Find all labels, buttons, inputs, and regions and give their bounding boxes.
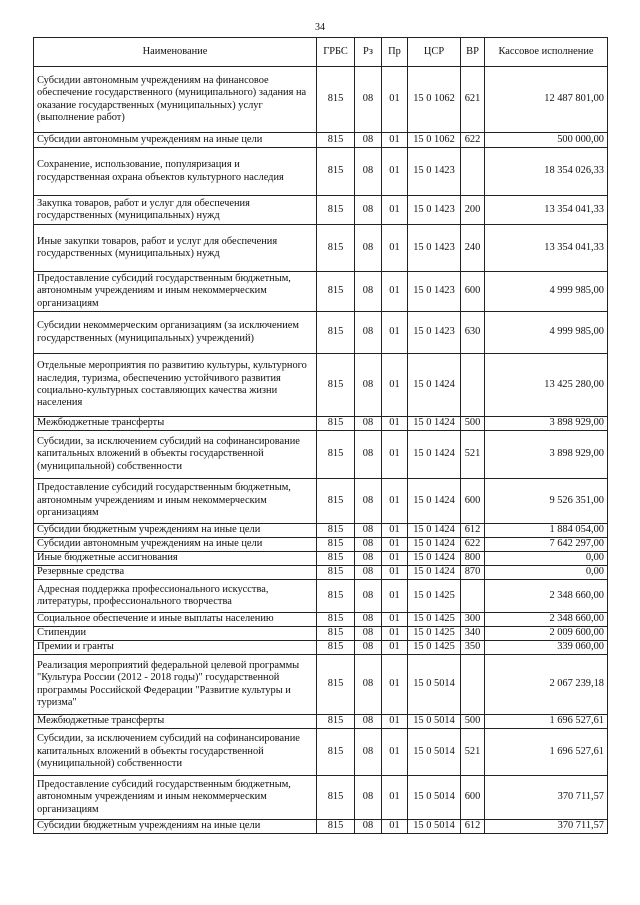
row-pr: 01 (382, 538, 408, 552)
row-amount: 18 354 026,33 (485, 148, 608, 196)
row-rz: 08 (355, 148, 382, 196)
row-amount: 1 696 527,61 (485, 729, 608, 776)
row-vr: 600 (461, 776, 485, 820)
row-name: Субсидии, за исключением субсидий на софинансирование капитальных вложений в объекты государственной (муниципальной) собственности (34, 729, 317, 776)
row-rz: 08 (355, 820, 382, 834)
table-row (34, 354, 608, 417)
row-vr: 521 (461, 729, 485, 776)
header-grbs: ГРБС (317, 38, 355, 67)
row-rz: 08 (355, 613, 382, 627)
row-vr: 340 (461, 627, 485, 641)
row-name: Реализация мероприятий федеральной целевой программы "Культура России (2012 - 2018 годы)" государственной программы Российской Федерации "Развитие культуры и туризма" (34, 655, 317, 715)
table-row (34, 417, 608, 431)
table-row (34, 148, 608, 196)
row-rz: 08 (355, 580, 382, 613)
row-grbs: 815 (317, 133, 355, 148)
row-vr: 200 (461, 196, 485, 225)
row-amount: 3 898 929,00 (485, 417, 608, 431)
row-rz: 08 (355, 655, 382, 715)
row-rz: 08 (355, 417, 382, 431)
row-pr: 01 (382, 729, 408, 776)
row-name: Субсидии некоммерческим организациям (за исключением государственных (муниципальных) учреждений) (34, 312, 317, 354)
row-vr (461, 655, 485, 715)
table-row (34, 479, 608, 524)
row-amount: 13 354 041,33 (485, 225, 608, 272)
table-row (34, 272, 608, 312)
table-row (34, 431, 608, 479)
row-vr: 622 (461, 133, 485, 148)
row-rz: 08 (355, 524, 382, 538)
row-csr: 15 0 5014 (408, 776, 461, 820)
row-pr: 01 (382, 312, 408, 354)
row-pr: 01 (382, 524, 408, 538)
row-pr: 01 (382, 431, 408, 479)
table-row (34, 312, 608, 354)
header-amount: Кассовое исполнение (485, 38, 608, 67)
row-grbs: 815 (317, 538, 355, 552)
budget-table (33, 37, 608, 834)
header-name: Наименование (34, 38, 317, 67)
row-amount: 2 348 660,00 (485, 613, 608, 627)
row-csr: 15 0 1424 (408, 566, 461, 580)
row-name: Субсидии автономным учреждениям на иные цели (34, 538, 317, 552)
row-amount: 9 526 351,00 (485, 479, 608, 524)
row-pr: 01 (382, 580, 408, 613)
row-amount: 1 696 527,61 (485, 715, 608, 729)
row-pr: 01 (382, 820, 408, 834)
row-name: Межбюджетные трансферты (34, 417, 317, 431)
row-csr: 15 0 1423 (408, 312, 461, 354)
row-rz: 08 (355, 552, 382, 566)
row-pr: 01 (382, 479, 408, 524)
row-grbs: 815 (317, 566, 355, 580)
row-vr (461, 148, 485, 196)
table-row (34, 715, 608, 729)
row-csr: 15 0 1423 (408, 225, 461, 272)
row-amount: 0,00 (485, 552, 608, 566)
row-amount: 4 999 985,00 (485, 312, 608, 354)
row-pr: 01 (382, 67, 408, 133)
row-rz: 08 (355, 479, 382, 524)
row-grbs: 815 (317, 225, 355, 272)
row-grbs: 815 (317, 354, 355, 417)
row-rz: 08 (355, 272, 382, 312)
row-vr: 630 (461, 312, 485, 354)
row-rz: 08 (355, 715, 382, 729)
table-row (34, 627, 608, 641)
row-rz: 08 (355, 729, 382, 776)
table-row (34, 524, 608, 538)
row-csr: 15 0 1424 (408, 538, 461, 552)
row-csr: 15 0 1424 (408, 417, 461, 431)
row-vr: 600 (461, 479, 485, 524)
row-csr: 15 0 1424 (408, 354, 461, 417)
row-name: Сохранение, использование, популяризация и государственная охрана объектов культурного наследия (34, 148, 317, 196)
row-vr: 240 (461, 225, 485, 272)
table-row (34, 225, 608, 272)
row-amount: 2 009 600,00 (485, 627, 608, 641)
row-pr: 01 (382, 566, 408, 580)
row-vr: 621 (461, 67, 485, 133)
row-csr: 15 0 5014 (408, 729, 461, 776)
row-name: Адресная поддержка профессионального искусства, литературы, профессионального творчества (34, 580, 317, 613)
row-csr: 15 0 1425 (408, 627, 461, 641)
row-vr: 612 (461, 820, 485, 834)
row-vr: 350 (461, 641, 485, 655)
row-grbs: 815 (317, 196, 355, 225)
row-amount: 7 642 297,00 (485, 538, 608, 552)
row-pr: 01 (382, 627, 408, 641)
page-number: 34 (315, 22, 325, 33)
row-csr: 15 0 1423 (408, 272, 461, 312)
row-csr: 15 0 1062 (408, 133, 461, 148)
row-pr: 01 (382, 272, 408, 312)
row-name: Иные бюджетные ассигнования (34, 552, 317, 566)
row-vr: 500 (461, 417, 485, 431)
row-name: Стипендии (34, 627, 317, 641)
row-name: Субсидии бюджетным учреждениям на иные цели (34, 820, 317, 834)
row-vr: 300 (461, 613, 485, 627)
row-amount: 12 487 801,00 (485, 67, 608, 133)
row-rz: 08 (355, 538, 382, 552)
row-name: Межбюджетные трансферты (34, 715, 317, 729)
row-vr (461, 580, 485, 613)
row-csr: 15 0 1425 (408, 580, 461, 613)
row-name: Отдельные мероприятия по развитию культуры, культурного наследия, туризма, обеспечению устойчивого развития социально-культурных составляющих качества жизни населения (34, 354, 317, 417)
row-grbs: 815 (317, 776, 355, 820)
row-name: Предоставление субсидий государственным бюджетным, автономным учреждениям и иным некоммерческим организациям (34, 479, 317, 524)
header-csr: ЦСР (408, 38, 461, 67)
row-amount: 370 711,57 (485, 776, 608, 820)
row-amount: 339 060,00 (485, 641, 608, 655)
row-rz: 08 (355, 776, 382, 820)
row-grbs: 815 (317, 524, 355, 538)
row-vr: 800 (461, 552, 485, 566)
row-csr: 15 0 5014 (408, 820, 461, 834)
row-amount: 13 354 041,33 (485, 196, 608, 225)
row-amount: 0,00 (485, 566, 608, 580)
row-amount: 2 067 239,18 (485, 655, 608, 715)
row-csr: 15 0 1424 (408, 431, 461, 479)
row-pr: 01 (382, 715, 408, 729)
row-name: Субсидии автономным учреждениям на финансовое обеспечение государственного (муниципального) задания на оказание государственных (муниципальных) услуг (выполнение работ) (34, 67, 317, 133)
row-csr: 15 0 1424 (408, 524, 461, 538)
row-name: Премии и гранты (34, 641, 317, 655)
row-name: Закупка товаров, работ и услуг для обеспечения государственных (муниципальных) нужд (34, 196, 317, 225)
row-amount: 500 000,00 (485, 133, 608, 148)
row-grbs: 815 (317, 820, 355, 834)
row-pr: 01 (382, 133, 408, 148)
row-csr: 15 0 1425 (408, 641, 461, 655)
table-row (34, 133, 608, 148)
row-grbs: 815 (317, 148, 355, 196)
row-pr: 01 (382, 552, 408, 566)
table-row (34, 613, 608, 627)
row-pr: 01 (382, 776, 408, 820)
row-name: Резервные средства (34, 566, 317, 580)
row-vr: 500 (461, 715, 485, 729)
table-row (34, 566, 608, 580)
row-amount: 1 884 054,00 (485, 524, 608, 538)
row-vr: 870 (461, 566, 485, 580)
row-rz: 08 (355, 354, 382, 417)
row-csr: 15 0 1062 (408, 67, 461, 133)
table-row (34, 820, 608, 834)
row-pr: 01 (382, 196, 408, 225)
row-rz: 08 (355, 431, 382, 479)
row-vr: 600 (461, 272, 485, 312)
table-row (34, 538, 608, 552)
table-row (34, 580, 608, 613)
row-name: Субсидии автономным учреждениям на иные цели (34, 133, 317, 148)
row-vr: 521 (461, 431, 485, 479)
row-amount: 4 999 985,00 (485, 272, 608, 312)
row-pr: 01 (382, 225, 408, 272)
table-row (34, 196, 608, 225)
table-row (34, 655, 608, 715)
row-csr: 15 0 1423 (408, 148, 461, 196)
row-grbs: 815 (317, 272, 355, 312)
table-row (34, 729, 608, 776)
row-csr: 15 0 5014 (408, 715, 461, 729)
row-csr: 15 0 5014 (408, 655, 461, 715)
row-amount: 13 425 280,00 (485, 354, 608, 417)
row-name: Субсидии, за исключением субсидий на софинансирование капитальных вложений в объекты государственной (муниципальной) собственности (34, 431, 317, 479)
row-name: Иные закупки товаров, работ и услуг для обеспечения государственных (муниципальных) нужд (34, 225, 317, 272)
row-grbs: 815 (317, 729, 355, 776)
row-rz: 08 (355, 312, 382, 354)
row-name: Предоставление субсидий государственным бюджетным, автономным учреждениям и иным некоммерческим организациям (34, 272, 317, 312)
row-csr: 15 0 1424 (408, 479, 461, 524)
row-pr: 01 (382, 417, 408, 431)
row-grbs: 815 (317, 552, 355, 566)
row-name: Субсидии бюджетным учреждениям на иные цели (34, 524, 317, 538)
table-row (34, 67, 608, 133)
row-rz: 08 (355, 566, 382, 580)
header-pr: Пр (382, 38, 408, 67)
table-body (34, 67, 608, 834)
row-grbs: 815 (317, 627, 355, 641)
row-name: Предоставление субсидий государственным бюджетным, автономным учреждениям и иным некоммерческим организациям (34, 776, 317, 820)
row-grbs: 815 (317, 655, 355, 715)
header-row (34, 38, 608, 67)
row-csr: 15 0 1424 (408, 552, 461, 566)
row-grbs: 815 (317, 613, 355, 627)
row-rz: 08 (355, 641, 382, 655)
row-rz: 08 (355, 133, 382, 148)
row-grbs: 815 (317, 431, 355, 479)
header-vr: ВР (461, 38, 485, 67)
row-pr: 01 (382, 613, 408, 627)
row-vr: 612 (461, 524, 485, 538)
row-rz: 08 (355, 627, 382, 641)
row-pr: 01 (382, 655, 408, 715)
row-rz: 08 (355, 196, 382, 225)
row-amount: 3 898 929,00 (485, 431, 608, 479)
row-pr: 01 (382, 148, 408, 196)
row-pr: 01 (382, 354, 408, 417)
row-grbs: 815 (317, 312, 355, 354)
row-csr: 15 0 1425 (408, 613, 461, 627)
table-row (34, 641, 608, 655)
row-grbs: 815 (317, 715, 355, 729)
table-row (34, 552, 608, 566)
row-rz: 08 (355, 225, 382, 272)
row-rz: 08 (355, 67, 382, 133)
row-grbs: 815 (317, 580, 355, 613)
row-grbs: 815 (317, 67, 355, 133)
row-grbs: 815 (317, 479, 355, 524)
row-name: Социальное обеспечение и иные выплаты населению (34, 613, 317, 627)
row-pr: 01 (382, 641, 408, 655)
row-grbs: 815 (317, 417, 355, 431)
row-amount: 2 348 660,00 (485, 580, 608, 613)
table-row (34, 776, 608, 820)
row-vr (461, 354, 485, 417)
row-amount: 370 711,57 (485, 820, 608, 834)
header-rz: Рз (355, 38, 382, 67)
row-grbs: 815 (317, 641, 355, 655)
row-csr: 15 0 1423 (408, 196, 461, 225)
row-vr: 622 (461, 538, 485, 552)
